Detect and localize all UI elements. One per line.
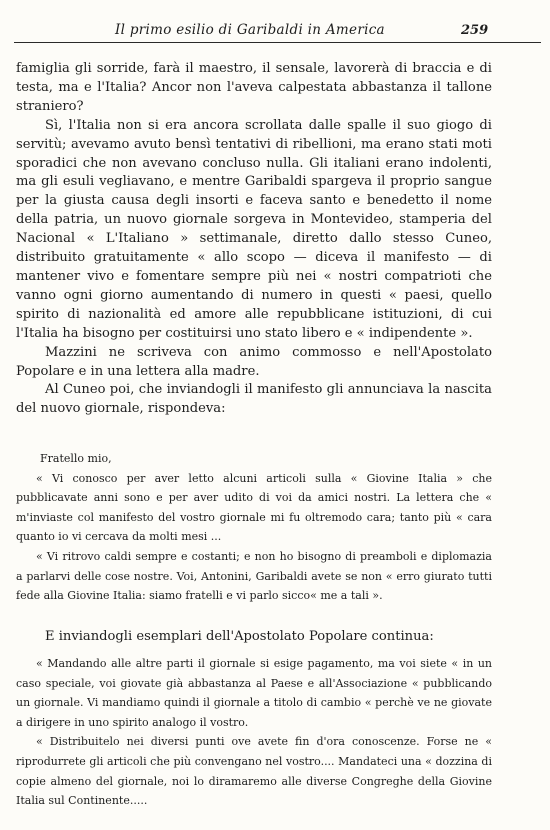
header-rule <box>14 42 541 43</box>
letter-paragraph: « Vi conosco per aver letto alcuni articoli sulla « Giovine Italia » che pubblicavate anni sono e per aver udito di voi da amici nostri. La lettera che « m'inviaste col manifesto del vostro giornale mi fu oltremodo cara; tanto più « cara quanto io vi cercava da molti mesi ... <box>16 471 492 544</box>
paragraph: Sì, l'Italia non si era ancora scrollata dalle spalle il suo giogo di servitù; avevamo avuto bensì tentativi di ribellioni, ma erano stati moti sporadici che non avevano concluso nulla. Gli italiani erano indolenti, ma gli esuli vegliavano, e mentre Garibaldi spargeva il proprio sangue per la giusta causa degli insorti e faceva santo e benedetto il nome della patria, un nuovo giornale sorgeva in Montevideo, stamperia del Nacional « L'Italiano » settimanale, diretto dallo stesso Cuneo, distribuito gratuitamente « allo scopo — diceva il manifesto — di mantener vivo e fomentare sempre più nei « nostri compatrioti che vanno ogni giorno aumentando di numero in questi « paesi, quello spirito di nazionalità ed amore alle repubblicane istituzioni, di cui l'Italia ha bisogno per costituirsi uno stato libero e « indipendente ». <box>16 117 492 341</box>
quoted-letter-1 <box>16 449 492 606</box>
letter-paragraph: « Mandando alle altre parti il giornale si esige pagamento, ma voi siete « in un caso speciale, voi giovate già abbastanza al Paese e all'Associazione « pubblicando un giornale. Vi mandiamo quindi il giornale a titolo di cambio « perchè ve ne giovate a dirigere in uno spirito analogo il vostro. <box>16 657 492 729</box>
quoted-letter-2 <box>16 654 492 811</box>
main-text <box>16 60 492 419</box>
letter-paragraph: « Vi ritrovo caldi sempre e costanti; e non ho bisogno di preamboli e diplomazia a parlarvi delle cose nostre. Voi, Antonini, Garibaldi avete se non « erro giurato tutti fede alla Giovine Italia: siamo fratelli e vi parlo sicco« me a tali ». <box>16 549 492 603</box>
transition-line: E inviandogli esemplari dell'Apostolato Popolare continua: <box>45 629 434 644</box>
paragraph: famiglia gli sorride, farà il maestro, il sensale, lavorerà di braccia e di testa, ma e l'Italia? Ancor non l'aveva calpestata abbastanza il tallone straniero? <box>16 61 492 114</box>
letter-paragraph: « Distribuitelo nei diversi punti ove avete fin d'ora conoscenze. Forse ne « riprodurrete gli articoli che più convengano nel vostro.... Mandateci una « dozzina di copie almeno del giornale, noi lo diramaremo alle diverse Congreghe della Giovine Italia sul Continente..... <box>16 735 492 808</box>
running-title: Il primo esilio di Garibaldi in America <box>115 22 385 38</box>
salutation: Fratello mio, <box>40 452 112 465</box>
paragraph: Mazzini ne scriveva con animo commosso e nell'Apostolato Popolare e in una lettera alla madre. <box>16 344 492 379</box>
page-number: 259 <box>461 23 489 38</box>
paragraph: Al Cuneo poi, che inviandogli il manifesto gli annunciava la nascita del nuovo giornale, rispondeva: <box>16 382 492 417</box>
